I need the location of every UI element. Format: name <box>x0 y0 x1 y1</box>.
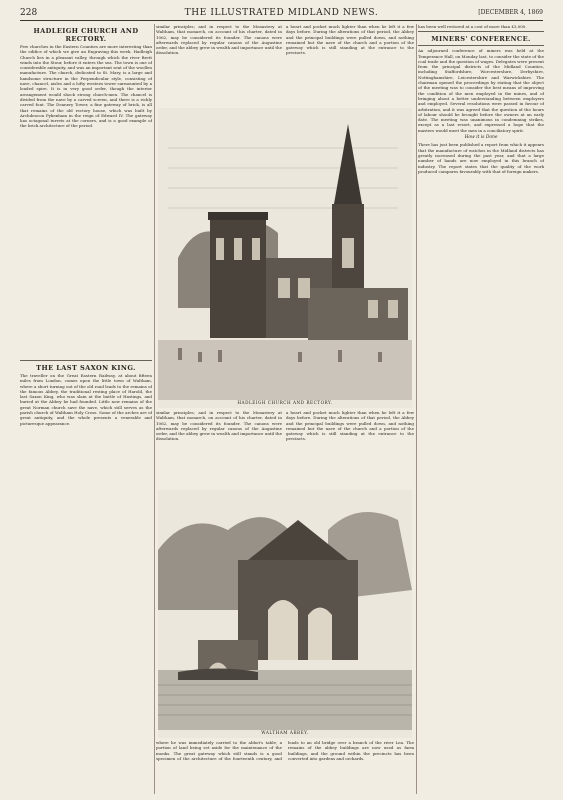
hadleigh-article <box>20 24 152 350</box>
miners-body: An adjourned conference of miners was held at the Temperance Hall, on Monday last, to consider the state of the coal trade and the question of wages. Delegates were present from the principal districts of the Midland Counties, including Staffordshire, Worcestershire, Derbyshire, Nottinghamshire, Leicestershire and Warwickshire. The chairman opened the proceedings by stating that the object of the meeting was to consider the best means of improving the condition of the men employed in the mines, and of bringing about a better understanding between employers and employed. Several resolutions were passed in favour of arbitration, and it was agreed that the question of the hours of labour should be brought before the owners at an early date. The meeting was unanimous in condemning strikes, except as a last resort, and expressed a hope that the masters would meet the men in a conciliatory spirit. <box>418 48 544 133</box>
waltham-text-left <box>156 410 282 488</box>
divider <box>418 45 544 46</box>
page-header <box>20 6 543 21</box>
church-illustration <box>158 108 412 400</box>
miners-subbody: There has just been published a report from which it appears that the manufacture of watches in the Midland districts has greatly increased during the past year, and that a large number of hands are now employed in this branch of industry. The report states that the quality of the work produced compares favourably with that of foreign makers. <box>418 142 544 174</box>
hadleigh-caption: HADLEIGH CHURCH AND RECTORY. <box>237 400 333 405</box>
page-number: 228 <box>20 8 38 18</box>
waltham-text: similar principles; and in respect to the Monastery at Waltham, that monarch, on account of his charter, dated in 1062, may be considered its founder. The canons were afterwards replaced by regular canons of the Augustine order, and the abbey grew in wealth and importance until the dissolution. <box>156 410 282 442</box>
saxon-king-body: The traveller on the Great Eastern Railway, at about fifteen miles from London, comes upon the little town of Waltham, where a short turning out of the old road leads to the remains of the famous Abbey, the traditional resting place of Harold, the last Saxon King, who was slain at the battle of Hastings, and buried at the Abbey he had founded. Little now remains of the great Norman church save the nave, which still serves as the parish church of Waltham Holy Cross. Some of the arches are of great antiquity, and the whole presents a venerable and picturesque appearance. <box>20 373 152 426</box>
hadleigh-continued-text: similar principles; and in respect to the Monastery at Waltham, that monarch, on account of his charter, dated in 1062, may be considered its founder. The canons were afterwards replaced by regular canons of the Augustine order, and the abbey grew in wealth and importance until the dissolution. <box>156 24 282 56</box>
saxon-king-article <box>20 358 152 788</box>
previous-article-end: has been well restored at a cost of more than £3,000. <box>418 24 527 29</box>
issue-date: [DECEMBER 4, 1869 <box>478 9 543 16</box>
publication-title: THE ILLUSTRATED MIDLAND NEWS. <box>184 8 379 18</box>
hadleigh-continued-2 <box>286 24 414 104</box>
miners-heading: MINERS' CONFERENCE. <box>431 35 531 44</box>
hadleigh-continued-text: a heart and pocket much lighter than when he left it a few days before. During the alterations of that period, the Abbey and the principal buildings were pulled down, and nothing remained but the nave of the church and a portion of the gateway which is still standing at the entrance to the precincts. <box>286 24 414 56</box>
waltham-text: a heart and pocket much lighter than when he left it a few days before. During the alterations of that period, the Abbey and the principal buildings were pulled down, and nothing remained but the nave of the church and a portion of the gateway which is still standing at the entrance to the precincts. <box>286 410 414 442</box>
hadleigh-continued-1 <box>156 24 282 104</box>
waltham-caption: WALTHAM ABBEY. <box>261 730 309 735</box>
hadleigh-heading: HADLEIGH CHURCH AND RECTORY. <box>33 27 139 43</box>
column-rule <box>154 24 155 794</box>
waltham-continued-text: where he was immediately carried to the abbot's table; a portion of land being set aside for the maintenance of the monks. The great gateway which still stands is a good specimen of the architecture of the fourteenth century, and leads to an old bridge over a branch of the river Lea. The remains of the abbey buildings are now used as farm buildings, and the ground within the precincts has been converted into gardens and orchards. <box>156 740 414 761</box>
waltham-text-right <box>286 410 414 488</box>
divider <box>418 31 544 32</box>
abbey-illustration <box>158 490 412 730</box>
hadleigh-body: Few churches in the Eastern Counties are more interesting than the edifice of which we give an Engraving this week. Hadleigh Church lies in a pleasant valley, through which the river Brett winds into the Stour, before it enters the sea. The town is one of considerable antiquity, and was an important seat of the woollen manufacture. The church, dedicated to St. Mary, is a large and handsome structure in the Perpendicular style, consisting of nave, chancel, aisles and a lofty western tower surmounted by a leaded spire. It is in very good order, though the interior arrangement would shock strong church-men. The chancel is divided from the nave by a carved screen, and there is a richly carved font. The Deanery Tower, a fine gateway of brick, is all that remains of the old rectory house, which was built by Archdeacon Pykenham in the reign of Edward IV. The gateway has octagonal turrets at the corners, and is a good example of the brick architecture of the period. <box>20 44 152 129</box>
column-rule <box>416 24 417 794</box>
hadleigh-church-engraving <box>158 108 412 408</box>
waltham-abbey-engraving <box>158 490 412 738</box>
waltham-article-continued <box>156 740 414 795</box>
divider <box>20 360 152 361</box>
miners-conference-column <box>418 24 544 794</box>
saxon-king-heading: THE LAST SAXON KING. <box>36 364 136 372</box>
miners-subheading: How it is Done <box>464 135 498 141</box>
